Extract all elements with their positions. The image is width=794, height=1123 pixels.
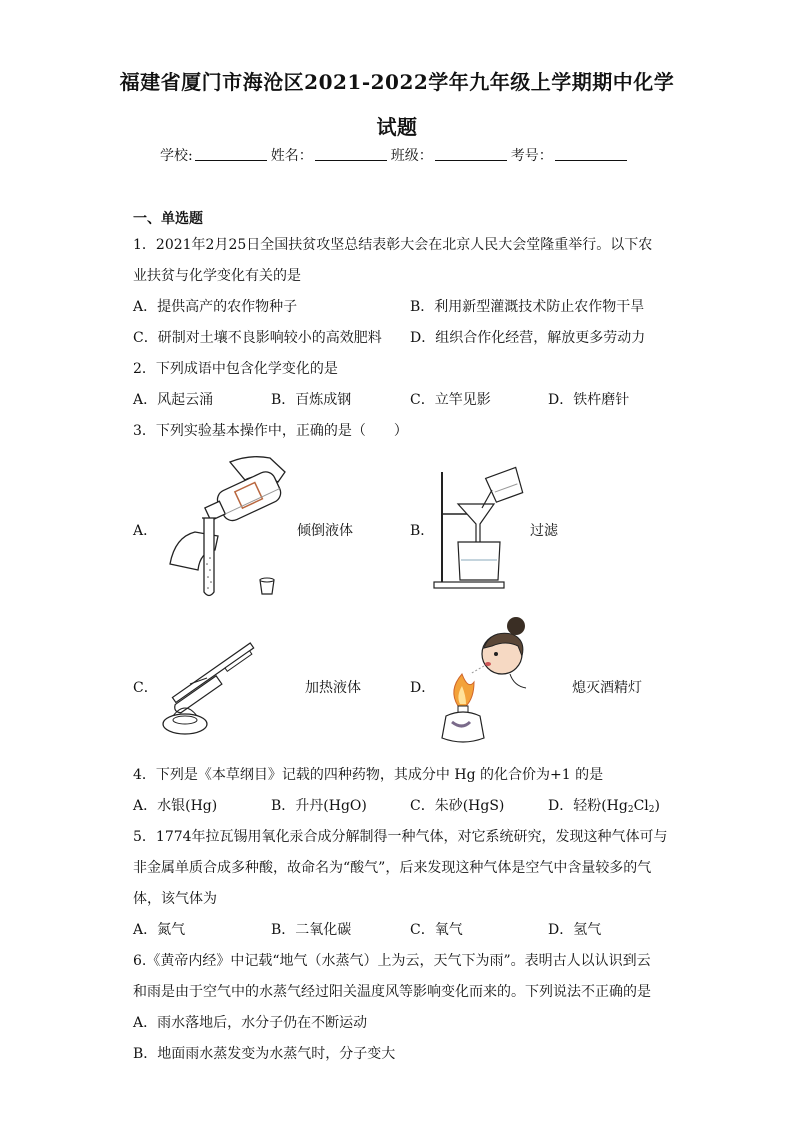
q4-option-d[interactable]: [548, 795, 660, 815]
q3-option-a-label: 倾倒液体: [297, 523, 353, 539]
class-label: 班级：: [390, 148, 433, 164]
q6-stem-line1: 6.《黄帝内经》中记载“地气（水蒸气）上为云，天气下为雨”。表明古人以认识到云: [133, 953, 651, 969]
q5-stem-line1: 5．1774年拉瓦锡用氧化汞合成分解制得一种气体，对它系统研究，发现这种气体可与: [133, 829, 668, 845]
q3-stem: 3．下列实验基本操作中，正确的是（ ）: [133, 423, 408, 439]
page-title-line2: 试题: [376, 115, 418, 139]
school-blank[interactable]: [195, 145, 267, 161]
filtration-illustration: [430, 462, 530, 590]
q4-d-post: ): [654, 798, 660, 814]
school-label: 学校:: [160, 148, 193, 164]
q5-stem-line3: 体，该气体为: [133, 891, 217, 907]
q4-option-a[interactable]: A．水银(Hg): [133, 798, 218, 814]
student-info-row: [160, 145, 631, 165]
name-label: 姓名：: [270, 148, 313, 164]
q1-option-c[interactable]: C．研制对土壤不良影响较小的高效肥料: [133, 330, 382, 346]
q3-option-b-label: 过滤: [530, 523, 558, 539]
q2-option-c[interactable]: C．立竿见影: [410, 392, 491, 408]
q5-option-d[interactable]: D．氢气: [548, 922, 602, 938]
q2-option-a[interactable]: A．风起云涌: [133, 392, 214, 408]
q3-option-b-letter[interactable]: B．: [410, 523, 435, 539]
q6-stem-line2: 和雨是由于空气中的水蒸气经过阳关温度风等影响变化而来的。下列说法不正确的是: [133, 984, 651, 1000]
q6-option-b[interactable]: B．地面雨水蒸发变为水蒸气时，分子变大: [133, 1046, 396, 1062]
q2-option-d[interactable]: D．铁杵磨针: [548, 392, 630, 408]
heating-liquid-illustration: [155, 628, 265, 743]
exam-no-label: 考号：: [510, 148, 553, 164]
q4-d-sub2: 2: [648, 805, 655, 815]
q4-d-mid: Cl: [633, 798, 649, 814]
q5-option-b[interactable]: B．二氧化碳: [271, 922, 352, 938]
extinguish-lamp-illustration: [440, 612, 540, 750]
q2-stem: 2．下列成语中包含化学变化的是: [133, 361, 338, 377]
exam-no-blank[interactable]: [555, 145, 627, 161]
q2-option-b[interactable]: B．百炼成钢: [271, 392, 352, 408]
q4-option-b[interactable]: B．升丹(HgO): [271, 798, 367, 814]
section-heading: 一、单选题: [133, 211, 203, 227]
q1-option-d[interactable]: D．组织合作化经营，解放更多劳动力: [410, 330, 646, 346]
pouring-liquid-illustration: [160, 452, 290, 602]
q1-option-b[interactable]: B．利用新型灌溉技术防止农作物干旱: [410, 299, 645, 315]
q3-option-a-letter[interactable]: A．: [133, 523, 158, 539]
q4-stem: 4．下列是《本草纲目》记载的四种药物，其成分中 Hg 的化合价为+1 的是: [133, 767, 604, 783]
q5-option-a[interactable]: A．氮气: [133, 922, 186, 938]
class-blank[interactable]: [435, 145, 507, 161]
q5-option-c[interactable]: C．氧气: [410, 922, 463, 938]
name-blank[interactable]: [315, 145, 387, 161]
q4-option-c[interactable]: C．朱砂(HgS): [410, 798, 505, 814]
q3-option-d-letter[interactable]: D．: [410, 680, 436, 696]
q1-option-a[interactable]: A．提供高产的农作物种子: [133, 299, 298, 315]
q4-d-pre: D．轻粉(Hg: [548, 798, 628, 814]
q4-d-sub1: 2: [627, 805, 634, 815]
q3-option-d-label: 熄灭酒精灯: [572, 680, 642, 696]
q3-option-c-label: 加热液体: [305, 680, 361, 696]
page-title-line1: 福建省厦门市海沧区2021-2022学年九年级上学期期中化学: [119, 70, 675, 94]
q5-stem-line2: 非金属单质合成多种酸，故命名为“酸气”，后来发现这种气体是空气中含量较多的气: [133, 860, 652, 876]
q6-option-a[interactable]: A．雨水落地后，水分子仍在不断运动: [133, 1015, 368, 1031]
q3-option-c-letter[interactable]: C．: [133, 680, 158, 696]
q1-stem-line2: 业扶贫与化学变化有关的是: [133, 268, 301, 284]
q1-stem-line1: 1．2021年2月25日全国扶贫攻坚总结表彰大会在北京人民大会堂隆重举行。以下农: [133, 237, 653, 253]
